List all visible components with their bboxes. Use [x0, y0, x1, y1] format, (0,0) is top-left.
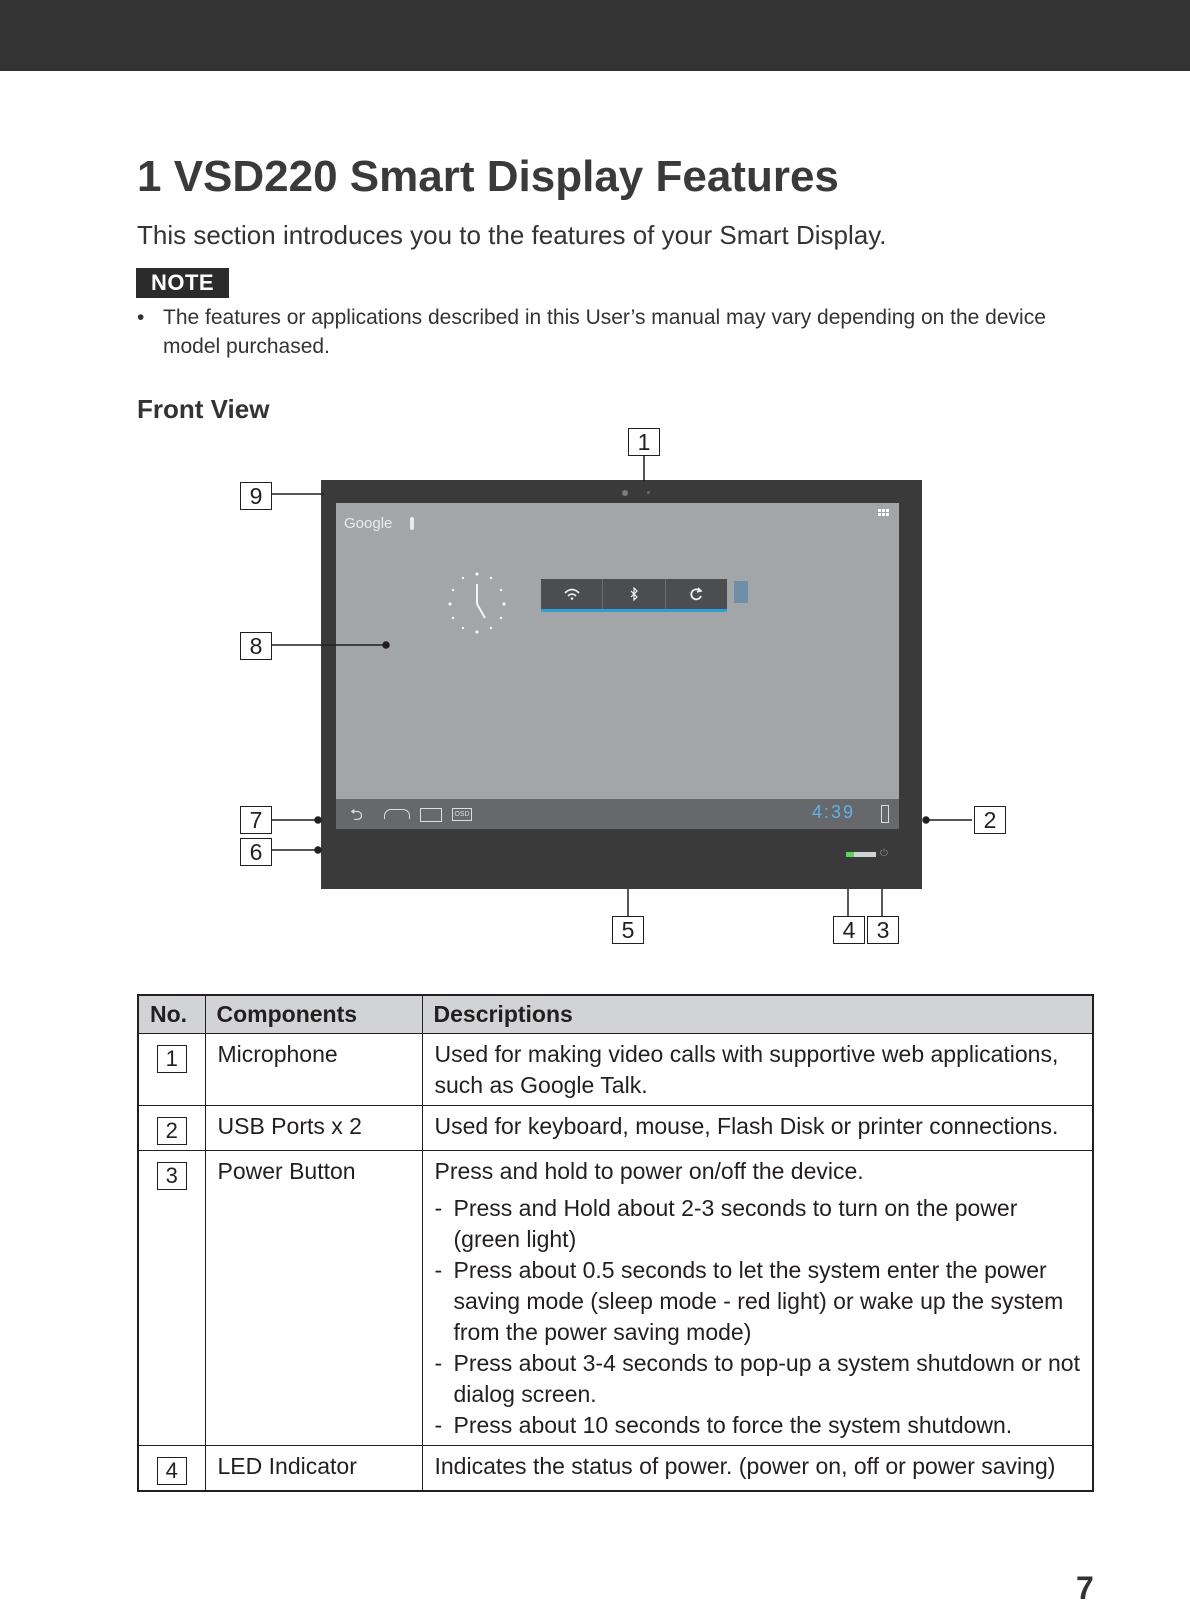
power-button-steps — [435, 1193, 1081, 1441]
row-number: 4 — [157, 1457, 187, 1485]
table-row — [138, 1034, 1093, 1106]
callout-9: 9 — [240, 482, 272, 510]
status-clock: 4:39 — [812, 802, 856, 822]
components-table — [137, 994, 1094, 1492]
row-number-cell — [138, 1106, 205, 1151]
component-description: Used for keyboard, mouse, Flash Disk or printer connections. — [422, 1106, 1093, 1151]
note-badge: NOTE — [136, 268, 229, 298]
component-description-cell — [422, 1151, 1093, 1446]
bullet-icon: • — [137, 306, 145, 329]
list-item: - Press about 0.5 seconds to let the system enter the power saving mode (sleep mode - red light) or wake up the system from the power saving mode) — [435, 1255, 1081, 1348]
row-number: 3 — [157, 1162, 187, 1190]
row-number-cell — [138, 1034, 205, 1106]
front-view-heading: Front View — [137, 394, 270, 424]
component-description: Press and hold to power on/off the device. — [434, 1158, 864, 1184]
callout-5: 5 — [612, 916, 644, 944]
header-no: No. — [138, 995, 205, 1034]
note-text: The features or applications described in this User’s manual may vary depending on the device model purchased. — [163, 306, 1046, 358]
table-row — [138, 1446, 1093, 1492]
table-header-row — [138, 995, 1093, 1034]
callout-7: 7 — [240, 806, 272, 834]
row-number: 1 — [157, 1045, 187, 1073]
callout-1: 1 — [628, 428, 660, 456]
component-description: Used for making video calls with supportive web applications, such as Google Talk. — [422, 1034, 1093, 1106]
row-number-cell — [138, 1151, 205, 1446]
callout-2: 2 — [974, 806, 1006, 834]
osd-icon: OSD — [452, 808, 472, 821]
section-intro: This section introduces you to the features of your Smart Display. — [137, 220, 887, 250]
callout-8: 8 — [240, 632, 272, 660]
list-item: - Press and Hold about 2-3 seconds to turn on the power (green light) — [435, 1193, 1081, 1255]
callout-3: 3 — [867, 916, 899, 944]
table-row — [138, 1106, 1093, 1151]
component-name: Power Button — [205, 1151, 422, 1446]
header-components: Components — [205, 995, 422, 1034]
page-number: 7 — [1076, 1570, 1094, 1606]
section-title: 1 VSD220 Smart Display Features — [137, 152, 839, 201]
list-item: - Press about 10 seconds to force the system shutdown. — [435, 1410, 1081, 1441]
row-number: 2 — [157, 1117, 187, 1145]
component-description: Indicates the status of power. (power on, off or power saving) — [422, 1446, 1093, 1492]
row-number-cell — [138, 1446, 205, 1492]
power-icon: ⏻ — [880, 848, 888, 859]
component-name: LED Indicator — [205, 1446, 422, 1492]
component-name: USB Ports x 2 — [205, 1106, 422, 1151]
component-name: Microphone — [205, 1034, 422, 1106]
callout-4: 4 — [833, 916, 865, 944]
google-search-label: Google — [344, 515, 393, 532]
back-icon: ⮌ — [350, 807, 363, 824]
callout-6: 6 — [240, 838, 272, 866]
table-row — [138, 1151, 1093, 1446]
header-descriptions: Descriptions — [422, 995, 1093, 1034]
list-item: - Press about 3-4 seconds to pop-up a system shutdown or not dialog screen. — [435, 1348, 1081, 1410]
